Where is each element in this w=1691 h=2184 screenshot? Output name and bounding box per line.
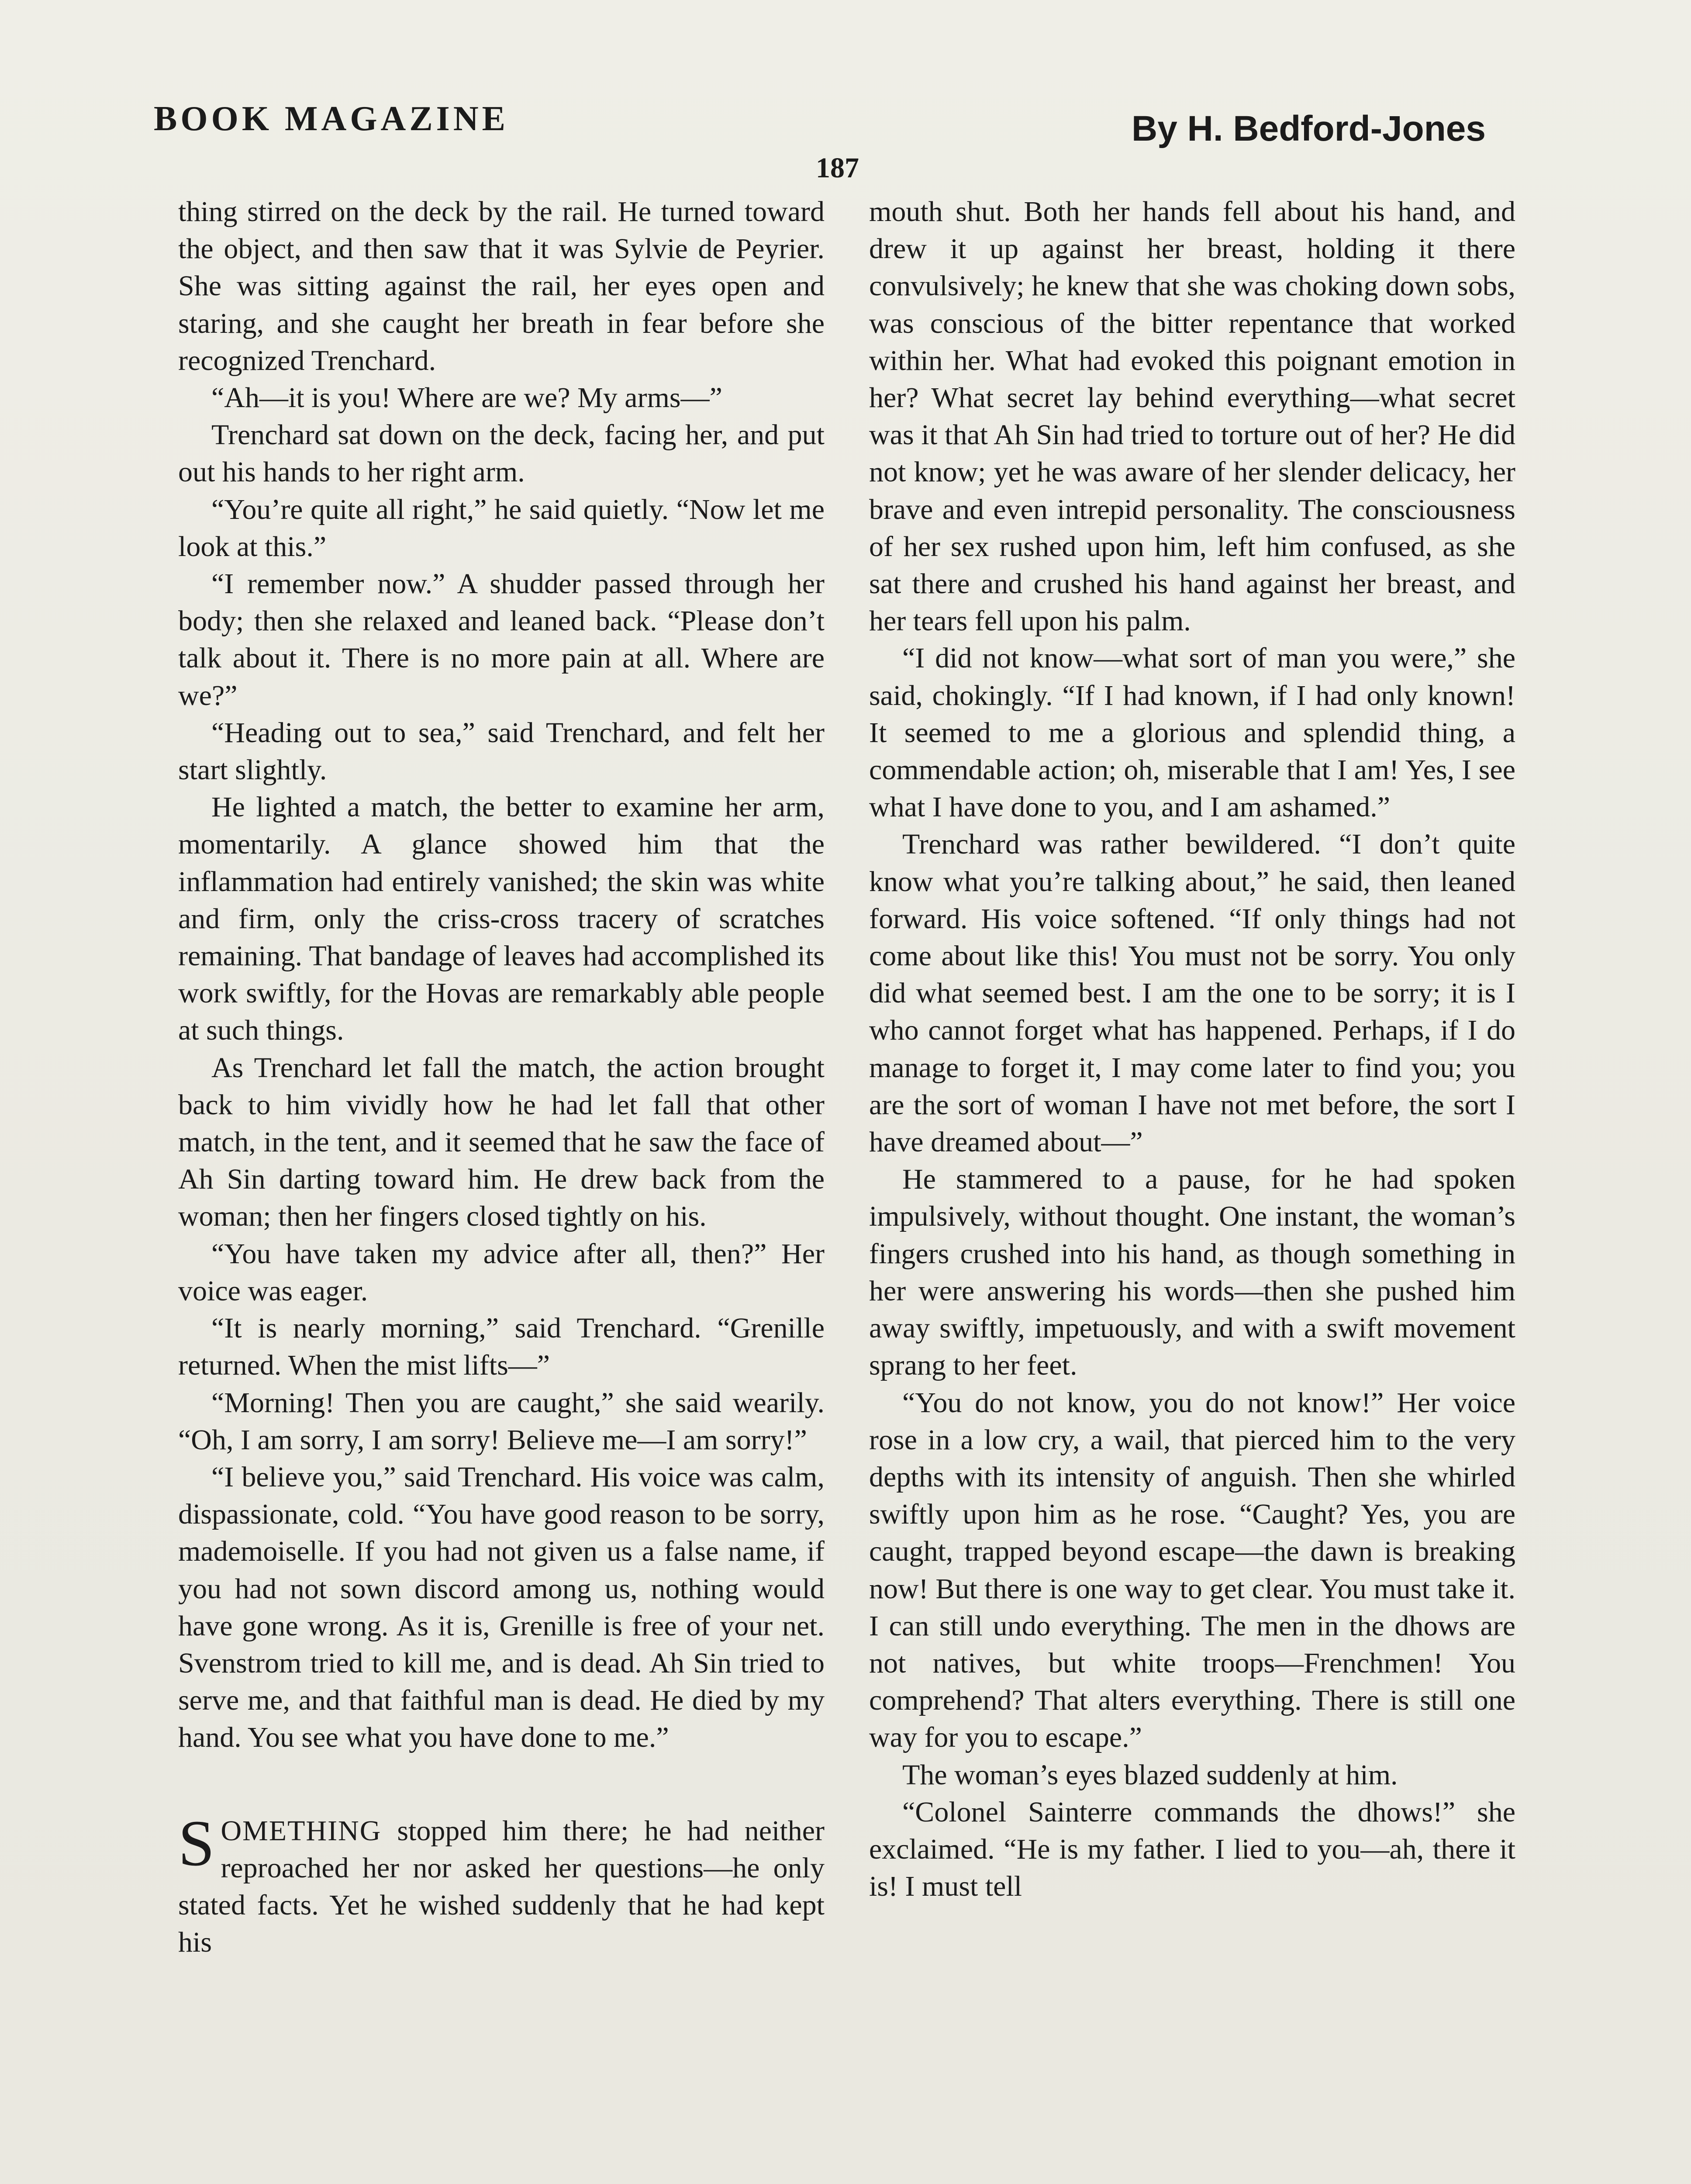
paragraph: “Ah—it is you! Where are we? My arms—” [211, 382, 722, 414]
paragraph: “Colonel Sainterre commands the dhows!” she exclaimed. “He is my father. I lied to you—ah, there it is! I must tell [869, 1796, 1515, 1903]
paragraph: As Trenchard let fall the match, the action brought back to him vividly how he had let fall that other match, in the tent, and it seemed that he saw the face of Ah Sin darting toward him. He drew back from the woman; then her fingers closed tightly on his. [178, 1051, 825, 1233]
dropcap-paragraph-text: stopped him there; he had neither reproached her nor asked her questions—he only stated facts. Yet he wished suddenly that he had kept his [178, 1814, 825, 1959]
paragraph: thing stirred on the deck by the rail. He turned toward the object, and then saw that it was Sylvie de Peyrier. She was sitting against the rail, her eyes open and staring, and she caught her breath in fear before she recognized Trenchard. [178, 196, 825, 377]
paragraph: He stammered to a pause, for he had spoken impulsively, without thought. One instant, the woman’s fingers crushed into his hand, as though something in her were answering his words—then she pushed him away swiftly, impetuously, and with a swift movement sprang to her feet. [869, 1163, 1515, 1382]
left-column [178, 193, 825, 1961]
paragraph: “Heading out to sea,” said Trenchard, and felt her start slightly. [178, 716, 825, 786]
drop-cap: S [178, 1807, 215, 1880]
paragraph: Trenchard sat down on the deck, facing her, and put out his hands to her right arm. [178, 419, 825, 488]
magazine-title: BOOK MAGAZINE [154, 100, 509, 138]
small-caps-lead: OMETHING [221, 1814, 382, 1847]
paragraph: He lighted a match, the better to examine her arm, momentarily. A glance showed him that the inflammation had entirely vanished; the skin was white and firm, only the criss-cross tracery of scratches remaining. That bandage of leaves had accomplished its work swiftly, for the Hovas are remarkably able people at such things. [178, 791, 825, 1047]
paragraph: “Morning! Then you are caught,” she said wearily. “Oh, I am sorry, I am sorry! Believe me—I am sorry!” [178, 1386, 825, 1456]
paragraph: “I believe you,” said Trenchard. His voice was calm, dispassionate, cold. “You have good reason to be sorry, mademoiselle. If you had not given us a false name, if you had not sown discord among us, nothing would have gone wrong. As it is, Grenille is free of your net. Svenstrom tried to kill me, and is dead. Ah Sin tried to serve me, and that faithful man is dead. He died by my hand. You see what you have done to me.” [178, 1461, 825, 1754]
author-byline: By H. Bedford-Jones [1132, 109, 1486, 149]
paragraph: “You’re quite all right,” he said quietly. “Now let me look at this.” [178, 493, 825, 563]
section-break [178, 1756, 825, 1812]
paragraph: mouth shut. Both her hands fell about his hand, and drew it up against her breast, holding it there convulsively; he knew that she was choking down sobs, was conscious of the bitter repentance that worked within her. What had evoked this poignant emotion in her? What secret lay behind everything—what secret was it that Ah Sin had tried to torture out of her? He did not know; yet he was aware of her slender delicacy, her brave and even intrepid personality. The consciousness of her sex rushed upon him, left him confused, as she sat there and crushed his hand against her breast, and her tears fell upon his palm. [869, 196, 1515, 637]
paragraph: The woman’s eyes blazed suddenly at him. [902, 1759, 1398, 1791]
paragraph: “I did not know—what sort of man you were,” she said, chokingly. “If I had known, if I had only known! It seemed to me a glorious and splendid thing, a commendable action; oh, miserable that I am! Yes, I see what I have done to you, and I am ashamed.” [869, 642, 1515, 823]
page-number: 187 [816, 152, 859, 184]
paragraph: “You have taken my advice after all, then?” Her voice was eager. [178, 1237, 825, 1307]
paragraph: “It is nearly morning,” said Trenchard. “Grenille returned. When the mist lifts—” [178, 1312, 825, 1382]
paragraph: “I remember now.” A shudder passed through her body; then she relaxed and leaned back. “Please don’t talk about it. There is no more pain at all. Where are we?” [178, 568, 825, 712]
right-column [869, 193, 1515, 1905]
paragraph: Trenchard was rather bewildered. “I don’t quite know what you’re talking about,” he said, then leaned forward. His voice softened. “If only things had not come about like this! You must not be sorry. You only did what seemed best. I am the one to be sorry; it is I who cannot forget what has happened. Perhaps, if I do manage to forget it, I may come later to find you; you are the sort of woman I have not met before, the sort I have dreamed about—” [869, 828, 1515, 1158]
paragraph: “You do not know, you do not know!” Her voice rose in a low cry, a wail, that pierced him to the very depths with its intensity of anguish. Then she whirled swiftly upon him as he rose. “Caught? Yes, you are caught, trapped beyond escape—the dawn is breaking now! But there is one way to get clear. You must take it. I can still undo everything. The men in the dhows are not natives, but white troops—Frenchmen! You comprehend? That alters everything. There is still one way for you to escape.” [869, 1386, 1515, 1754]
dropcap-paragraph [178, 1807, 825, 1961]
